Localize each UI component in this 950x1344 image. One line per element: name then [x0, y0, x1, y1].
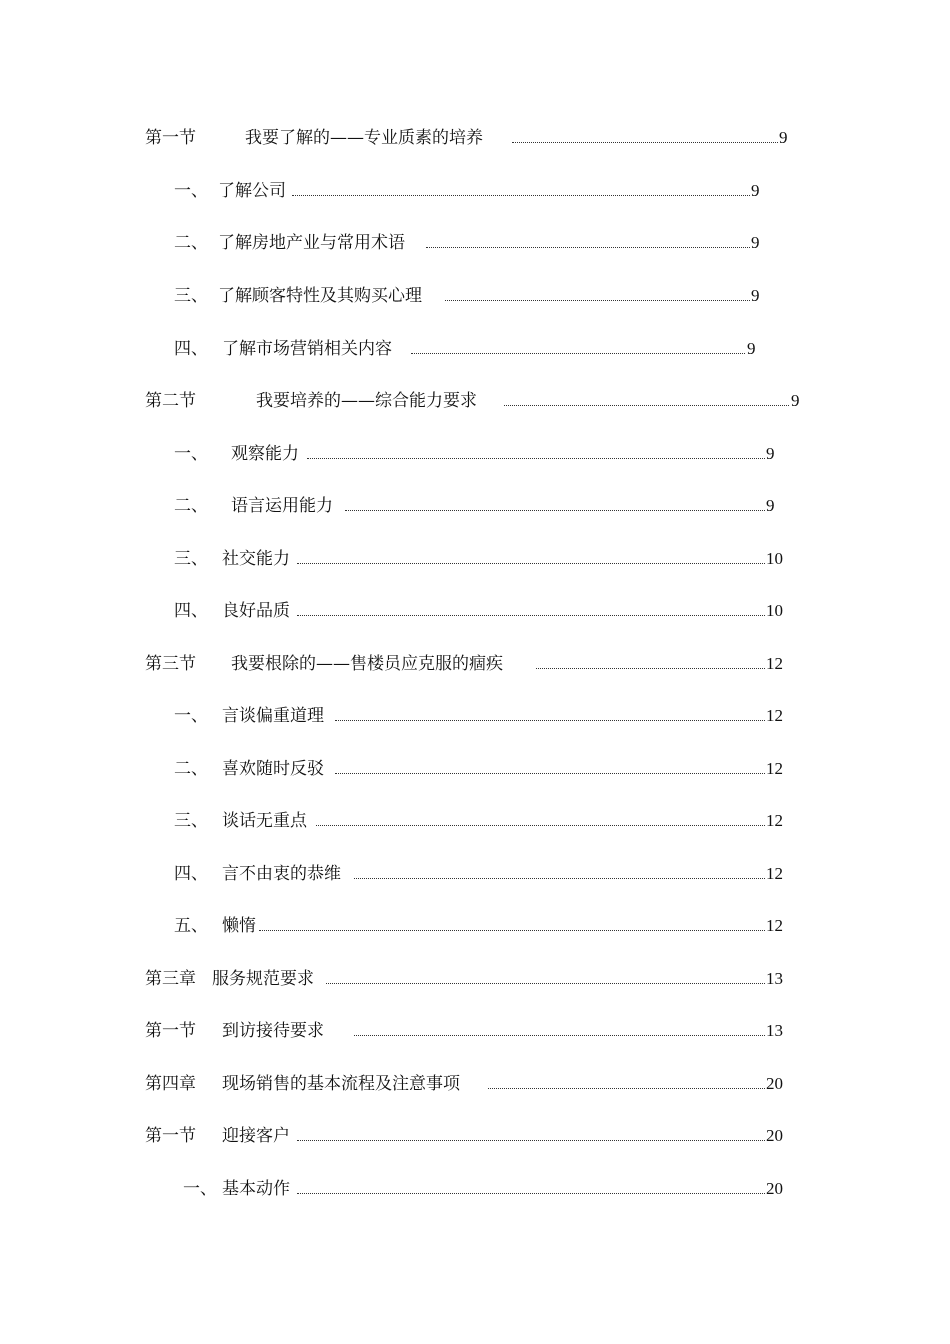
- toc-dot-leader: [292, 195, 750, 196]
- toc-entry[interactable]: [0, 126, 950, 150]
- toc-entry-title: 服务规范要求: [212, 969, 314, 989]
- toc-entry-prefix: 第四章: [145, 1074, 196, 1094]
- toc-entry-prefix: 三、: [174, 286, 208, 306]
- toc-entry[interactable]: [0, 809, 950, 833]
- toc-dot-leader: [326, 983, 765, 984]
- toc-entry-title: 谈话无重点: [222, 811, 307, 831]
- toc-entry-prefix: 三、: [174, 811, 208, 831]
- toc-entry-prefix: 二、: [174, 496, 208, 516]
- toc-entry-prefix: 四、: [174, 601, 208, 621]
- toc-dot-leader: [297, 563, 765, 564]
- toc-entry-page: 12: [766, 759, 783, 778]
- toc-entry[interactable]: [0, 1124, 950, 1148]
- toc-entry-title: 我要培养的——综合能力要求: [256, 391, 477, 411]
- toc-entry-page: 9: [751, 181, 760, 200]
- toc-entry-prefix: 一、: [174, 181, 208, 201]
- toc-entry-title: 社交能力: [222, 549, 290, 569]
- toc-entry[interactable]: [0, 389, 950, 413]
- toc-entry-prefix: 四、: [174, 339, 208, 359]
- toc-entry-prefix: 二、: [174, 233, 208, 253]
- toc-entry-title: 了解公司: [218, 181, 286, 201]
- toc-entry-page: 12: [766, 811, 783, 830]
- toc-entry-title: 基本动作: [222, 1179, 290, 1199]
- toc-entry-page: 10: [766, 549, 783, 568]
- toc-dot-leader: [354, 1035, 765, 1036]
- toc-entry-title: 到访接待要求: [222, 1021, 324, 1041]
- toc-entry-page: 9: [766, 496, 775, 515]
- toc-entry-page: 12: [766, 916, 783, 935]
- toc-dot-leader: [297, 1140, 765, 1141]
- toc-dot-leader: [536, 668, 765, 669]
- toc-entry-title: 了解顾客特性及其购买心理: [218, 286, 422, 306]
- toc-entry-page: 9: [751, 286, 760, 305]
- toc-dot-leader: [512, 142, 778, 143]
- toc-entry-title: 良好品质: [222, 601, 290, 621]
- toc-entry[interactable]: [0, 757, 950, 781]
- toc-entry-page: 20: [766, 1074, 783, 1093]
- toc-entry-page: 12: [766, 706, 783, 725]
- toc-entry-page: 13: [766, 1021, 783, 1040]
- toc-entry[interactable]: [0, 704, 950, 728]
- toc-entry[interactable]: [0, 914, 950, 938]
- toc-entry-title: 了解房地产业与常用术语: [218, 233, 405, 253]
- toc-entry[interactable]: [0, 547, 950, 571]
- toc-entry-title: 喜欢随时反驳: [222, 759, 324, 779]
- toc-entry[interactable]: [0, 862, 950, 886]
- toc-entry-title: 了解市场营销相关内容: [222, 339, 392, 359]
- toc-entry[interactable]: [0, 1072, 950, 1096]
- toc-entry-page: 9: [766, 444, 775, 463]
- toc-entry-page: 9: [791, 391, 800, 410]
- toc-entry-page: 10: [766, 601, 783, 620]
- toc-entry-prefix: 第二节: [145, 391, 196, 411]
- toc-dot-leader: [335, 720, 765, 721]
- toc-entry[interactable]: [0, 231, 950, 255]
- toc-dot-leader: [297, 615, 765, 616]
- toc-entry-title: 言谈偏重道理: [222, 706, 324, 726]
- toc-entry-title: 观察能力: [231, 444, 299, 464]
- toc-entry-prefix: 四、: [174, 864, 208, 884]
- toc-entry[interactable]: [0, 284, 950, 308]
- toc-entry[interactable]: [0, 1177, 950, 1201]
- toc-dot-leader: [345, 510, 765, 511]
- toc-dot-leader: [354, 878, 765, 879]
- toc-entry-prefix: 第三章: [145, 969, 196, 989]
- toc-entry-prefix: 二、: [174, 759, 208, 779]
- toc-dot-leader: [316, 825, 765, 826]
- toc-entry[interactable]: [0, 494, 950, 518]
- toc-entry-page: 12: [766, 654, 783, 673]
- toc-entry-prefix: 第三节: [145, 654, 196, 674]
- toc-entry-title: 迎接客户: [222, 1126, 290, 1146]
- toc-entry[interactable]: [0, 179, 950, 203]
- toc-entry-title: 言不由衷的恭维: [222, 864, 341, 884]
- toc-dot-leader: [488, 1088, 765, 1089]
- toc-entry-page: 9: [747, 339, 756, 358]
- toc-entry[interactable]: [0, 599, 950, 623]
- toc-entry[interactable]: [0, 652, 950, 676]
- toc-entry-prefix: 第一节: [145, 1021, 196, 1041]
- toc-entry[interactable]: [0, 337, 950, 361]
- toc-entry-title: 语言运用能力: [231, 496, 333, 516]
- toc-dot-leader: [445, 300, 750, 301]
- toc-entry[interactable]: [0, 442, 950, 466]
- toc-dot-leader: [297, 1193, 765, 1194]
- toc-dot-leader: [504, 405, 789, 406]
- toc-entry-page: 20: [766, 1179, 783, 1198]
- toc-entry-prefix: 一、: [174, 444, 208, 464]
- toc-entry-prefix: 三、: [174, 549, 208, 569]
- toc-entry-page: 20: [766, 1126, 783, 1145]
- toc-entry-prefix: 第一节: [145, 128, 196, 148]
- toc-entry-page: 9: [779, 128, 788, 147]
- toc-entry-prefix: 一、: [174, 706, 208, 726]
- toc-entry-title: 懒惰: [222, 916, 256, 936]
- toc-entry[interactable]: [0, 967, 950, 991]
- toc-entry-page: 12: [766, 864, 783, 883]
- toc-dot-leader: [259, 930, 765, 931]
- toc-dot-leader: [307, 458, 765, 459]
- toc-entry-page: 9: [751, 233, 760, 252]
- toc-entry-prefix: 五、: [174, 916, 208, 936]
- toc-dot-leader: [426, 247, 750, 248]
- toc-dot-leader: [411, 353, 745, 354]
- toc-entry-title: 我要了解的——专业质素的培养: [245, 128, 483, 148]
- toc-dot-leader: [335, 773, 765, 774]
- toc-entry-page: 13: [766, 969, 783, 988]
- toc-entry-prefix: 一、: [183, 1179, 217, 1199]
- toc-entry-prefix: 第一节: [145, 1126, 196, 1146]
- toc-entry[interactable]: [0, 1019, 950, 1043]
- toc-entry-title: 我要根除的——售楼员应克服的痼疾: [231, 654, 503, 674]
- toc-entry-title: 现场销售的基本流程及注意事项: [222, 1074, 460, 1094]
